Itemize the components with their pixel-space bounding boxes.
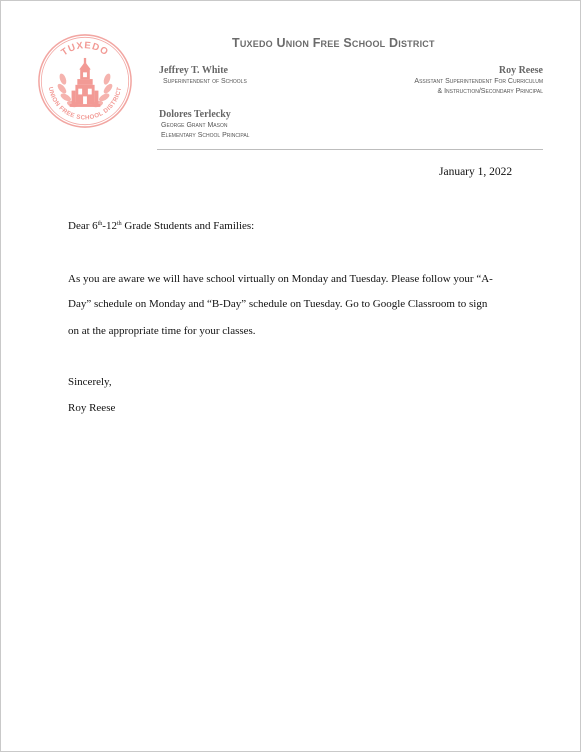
seal-bottom-text: UNION FREE SCHOOL DISTRICT <box>46 86 124 122</box>
body-line-2: Day” schedule on Monday and “B-Day” schedule on Tuesday. Go to Google Classroom to sign <box>68 298 488 310</box>
principal-school: George Grant Mason <box>161 122 228 129</box>
signer-name: Roy Reese <box>68 402 116 414</box>
body-line-1: As you are aware we will have school virtually on Monday and Tuesday. Please follow your “A- <box>68 273 493 285</box>
district-name: Tuxedo Union Free School District <box>232 36 435 50</box>
closing: Sincerely, <box>68 376 112 388</box>
assistant-superintendent-name: Roy Reese <box>498 65 543 76</box>
seal-top-text: TUXEDO <box>59 40 111 59</box>
assistant-superintendent-title-line2: & Instruction/Secondary Principal <box>437 88 543 95</box>
district-seal-logo <box>37 33 133 129</box>
body-line-3: on at the appropriate time for your classes. <box>68 325 256 337</box>
assistant-superintendent-title-line1: Assistant Superintendent For Curriculum <box>414 78 543 85</box>
svg-text:TUXEDO <box>59 40 110 58</box>
principal-name: Dolores Terlecky <box>159 109 231 120</box>
superintendent-name: Jeffrey T. White <box>159 65 228 76</box>
salutation: Dear 6th-12th Grade Students and Families: <box>68 220 255 232</box>
superintendent-title: Superintendent of Schools <box>163 78 247 85</box>
principal-title: Elementary School Principal <box>161 132 250 139</box>
letterhead-divider <box>157 149 543 150</box>
letter-date: January 1, 2022 <box>439 166 513 178</box>
